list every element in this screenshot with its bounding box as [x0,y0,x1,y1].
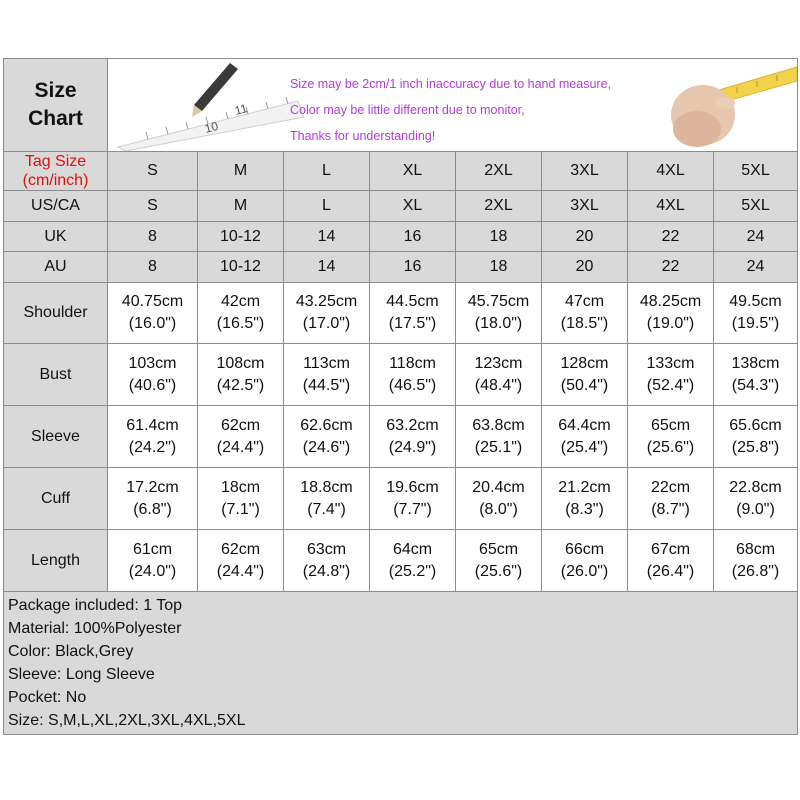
cell-value-cm: 18cm [220,478,261,496]
cuff-row [4,468,798,530]
uk-cell [542,222,628,252]
uk-cell [284,222,370,252]
ruler-number-11: 11 [233,101,249,118]
cell-value-cm: 4XL [656,197,685,214]
uk-cell [108,222,198,252]
cell-value-inch: (7.4") [307,500,346,518]
bust-cell [108,344,198,406]
cell-value-inch: (50.4") [560,376,609,394]
shoulder-label: Shoulder [4,283,108,344]
cell-value-inch: (24.4") [216,562,265,580]
au-label: AU [4,252,108,283]
cell-value-cm: 64.4cm [558,416,611,434]
pencil-icon [194,63,238,111]
cell-value-inch: (26.0") [560,562,609,580]
shoulder-cell [456,283,542,344]
tag-size-label-line-1: Tag Size [24,153,87,170]
bust-cell [714,344,798,406]
cell-value-cm: 18 [489,227,508,245]
title-line-2: Chart [28,107,83,130]
product-info-row [4,592,798,735]
us-ca-cell [542,191,628,222]
length-cell [542,530,628,592]
length-cell [628,530,714,592]
au-cell [370,252,456,283]
cell-value-inch: (24.9") [388,438,437,456]
cell-value-cm: 22 [661,227,680,245]
cell-value-cm: 103cm [128,354,177,372]
cell-value-cm: 63.8cm [472,416,525,434]
cell-value-inch: (48.4") [474,376,523,394]
product-info-line: Sleeve: Long Sleeve [8,666,155,683]
cuff-cell [456,468,542,530]
header-row [4,59,798,152]
cell-value-cm: 63cm [306,540,347,558]
cell-value-cm: 20 [575,258,594,275]
tape-measure-hand-image [647,59,797,151]
measurement-notes [290,71,611,149]
sleeve-label: Sleeve [4,406,108,468]
us-ca-cell [628,191,714,222]
cell-value-cm: 16 [403,258,422,275]
tag-size-cell: 4XL [628,152,714,191]
sleeve-row [4,406,798,468]
sleeve-cell [542,406,628,468]
length-cell [456,530,542,592]
cell-value-cm: 21.2cm [558,478,611,496]
cell-value-cm: 18.8cm [300,478,353,496]
cell-value-inch: (25.4") [560,438,609,456]
shoulder-cell [542,283,628,344]
cell-value-cm: 108cm [216,354,265,372]
cuff-cell [370,468,456,530]
cell-value-cm: 61cm [132,540,173,558]
cell-value-cm: 44.5cm [386,293,439,310]
cuff-cell [108,468,198,530]
cell-value-inch: (17.5") [388,315,437,332]
cuff-cell [542,468,628,530]
cell-value-cm: 62cm [220,416,261,434]
shoulder-cell [370,283,456,344]
cell-value-cm: 118cm [389,354,436,372]
sleeve-cell [628,406,714,468]
cell-value-cm: 43.25cm [295,293,358,310]
size-chart-title [4,59,108,152]
uk-cell [198,222,284,252]
uk-row [4,222,798,252]
bust-cell [198,344,284,406]
cell-value-cm: 63.2cm [386,416,439,434]
cell-value-cm: 65cm [650,416,691,434]
shoulder-cell [628,283,714,344]
cell-value-cm: L [322,197,331,214]
note-hand-measure: Size may be 2cm/1 inch inaccuracy due to hand measure, [290,77,612,91]
tag-size-cell: S [108,152,198,191]
cell-value-cm: 22 [661,258,680,275]
tag-size-label [4,152,108,191]
tag-size-row [4,152,798,191]
au-cell [714,252,798,283]
au-row [4,252,798,283]
size-chart-table [3,58,798,735]
cell-value-cm: 10-12 [220,258,261,275]
sleeve-cell [370,406,456,468]
au-cell [198,252,284,283]
shoulder-cell [198,283,284,344]
uk-cell [456,222,542,252]
uk-cell [628,222,714,252]
cell-value-inch: (24.6") [302,438,351,456]
cell-value-inch: (44.5") [302,376,351,394]
bust-row [4,344,798,406]
length-cell [284,530,370,592]
cell-value-inch: (6.8") [133,500,172,518]
cell-value-cm: 22.8cm [729,478,782,496]
cell-value-inch: (52.4") [646,376,695,394]
sleeve-cell [108,406,198,468]
cell-value-inch: (16.5") [216,315,265,332]
cuff-cell [714,468,798,530]
tag-size-cell: 2XL [456,152,542,191]
cell-value-inch: (16.0") [128,315,177,332]
cell-value-cm: 123cm [474,354,523,372]
cell-value-cm: 42cm [220,293,261,310]
cell-value-cm: 14 [317,258,336,275]
product-info-line: Color: Black,Grey [8,643,134,660]
tag-size-cell: 5XL [714,152,798,191]
cell-value-cm: 64cm [392,540,433,558]
cell-value-cm: 17.2cm [126,478,179,496]
cell-value-cm: 20.4cm [472,478,525,496]
cell-value-inch: (54.3") [731,376,780,394]
cuff-cell [284,468,370,530]
cell-value-cm: 18 [489,258,508,275]
cell-value-cm: 48.25cm [639,293,702,310]
shoulder-cell [284,283,370,344]
uk-cell [370,222,456,252]
us-ca-label: US/CA [4,191,108,222]
length-cell [198,530,284,592]
cell-value-cm: 113cm [303,354,350,372]
note-monitor-color: Color may be little different due to monitor, [290,103,525,117]
product-info [4,592,798,735]
au-cell [108,252,198,283]
cell-value-cm: 24 [746,227,765,245]
bust-cell [628,344,714,406]
cell-value-cm: 10-12 [220,227,261,245]
product-info-line: Size: S,M,L,XL,2XL,3XL,4XL,5XL [8,712,246,729]
cell-value-cm: 20 [575,227,594,245]
cell-value-cm: 67cm [650,540,691,558]
cell-value-inch: (9.0") [736,500,775,518]
length-cell [370,530,456,592]
cell-value-inch: (25.2") [388,562,437,580]
cell-value-inch: (24.4") [216,438,265,456]
cell-value-inch: (42.5") [216,376,265,394]
sleeve-cell [198,406,284,468]
cell-value-cm: 138cm [731,354,780,372]
measurement-notice [108,59,798,152]
product-info-line: Material: 100%Polyester [8,620,182,637]
cell-value-inch: (19.5") [731,315,780,332]
au-cell [628,252,714,283]
cell-value-cm: 65cm [478,540,519,558]
cell-value-cm: 62.6cm [300,416,353,434]
tag-size-cell: M [198,152,284,191]
cell-value-cm: 2XL [484,197,513,214]
length-cell [108,530,198,592]
title-line-1: Size [34,79,77,102]
ruler-number-10: 10 [203,118,220,136]
tag-size-label-line-2: (cm/inch) [22,172,89,189]
shoulder-row [4,283,798,344]
us-ca-cell [198,191,284,222]
cuff-label: Cuff [4,468,108,530]
bust-cell [542,344,628,406]
tag-size-cell: XL [370,152,456,191]
uk-label: UK [4,222,108,252]
au-cell [284,252,370,283]
us-ca-cell [714,191,798,222]
cell-value-cm: 8 [148,227,157,245]
au-cell [542,252,628,283]
us-ca-cell [284,191,370,222]
cell-value-inch: (25.1") [474,438,523,456]
cell-value-inch: (17.0") [302,315,351,332]
us-ca-cell [108,191,198,222]
cell-value-cm: 133cm [646,354,695,372]
cell-value-cm: 47cm [564,293,605,310]
cell-value-inch: (25.6") [646,438,695,456]
sleeve-cell [284,406,370,468]
length-row [4,530,798,592]
shoulder-cell [108,283,198,344]
cell-value-inch: (25.8") [731,438,780,456]
cell-value-cm: 16 [403,227,422,245]
cell-value-cm: M [233,197,248,214]
length-cell [714,530,798,592]
shoulder-cell [714,283,798,344]
cell-value-cm: 61.4cm [126,416,179,434]
bust-cell [370,344,456,406]
tag-size-cell: L [284,152,370,191]
cell-value-inch: (18.0") [474,315,523,332]
cuff-cell [198,468,284,530]
cell-value-cm: 8 [148,258,157,275]
cell-value-cm: 62cm [220,540,261,558]
uk-cell [714,222,798,252]
cell-value-inch: (46.5") [388,376,437,394]
cell-value-cm: 14 [317,227,336,245]
au-cell [456,252,542,283]
us-ca-cell [370,191,456,222]
cell-value-cm: 128cm [560,354,609,372]
cell-value-cm: 68cm [735,540,776,558]
cell-value-inch: (7.1") [221,500,260,518]
cell-value-inch: (8.3") [565,500,604,518]
cell-value-inch: (24.8") [302,562,351,580]
cell-value-cm: 45.75cm [467,293,530,310]
sleeve-cell [456,406,542,468]
ruler-pencil-image [108,59,308,151]
note-thanks: Thanks for understanding! [290,129,436,143]
cell-value-inch: (7.7") [393,500,432,518]
us-ca-cell [456,191,542,222]
cell-value-cm: 3XL [570,197,599,214]
cell-value-inch: (40.6") [128,376,177,394]
cell-value-inch: (18.5") [560,315,609,332]
cell-value-cm: 40.75cm [121,293,184,310]
us-ca-row [4,191,798,222]
cell-value-inch: (26.4") [646,562,695,580]
product-info-line: Package included: 1 Top [8,597,183,614]
sleeve-cell [714,406,798,468]
cell-value-cm: 49.5cm [729,293,782,310]
cell-value-inch: (26.8") [731,562,780,580]
cell-value-inch: (24.2") [128,438,177,456]
cell-value-cm: 24 [746,258,765,275]
cell-value-cm: XL [402,197,423,214]
cell-value-inch: (8.0") [479,500,518,518]
cell-value-cm: 19.6cm [386,478,439,496]
cell-value-inch: (24.0") [128,562,177,580]
cell-value-inch: (8.7") [651,500,690,518]
cell-value-cm: S [147,197,158,214]
cell-value-cm: 66cm [564,540,605,558]
product-info-line: Pocket: No [8,689,87,706]
length-label: Length [4,530,108,592]
cell-value-inch: (19.0") [646,315,695,332]
cuff-cell [628,468,714,530]
cell-value-cm: 5XL [741,197,770,214]
bust-label: Bust [4,344,108,406]
cell-value-inch: (25.6") [474,562,523,580]
tag-size-cell: 3XL [542,152,628,191]
bust-cell [456,344,542,406]
cell-value-cm: 22cm [650,478,691,496]
bust-cell [284,344,370,406]
cell-value-cm: 65.6cm [729,416,782,434]
